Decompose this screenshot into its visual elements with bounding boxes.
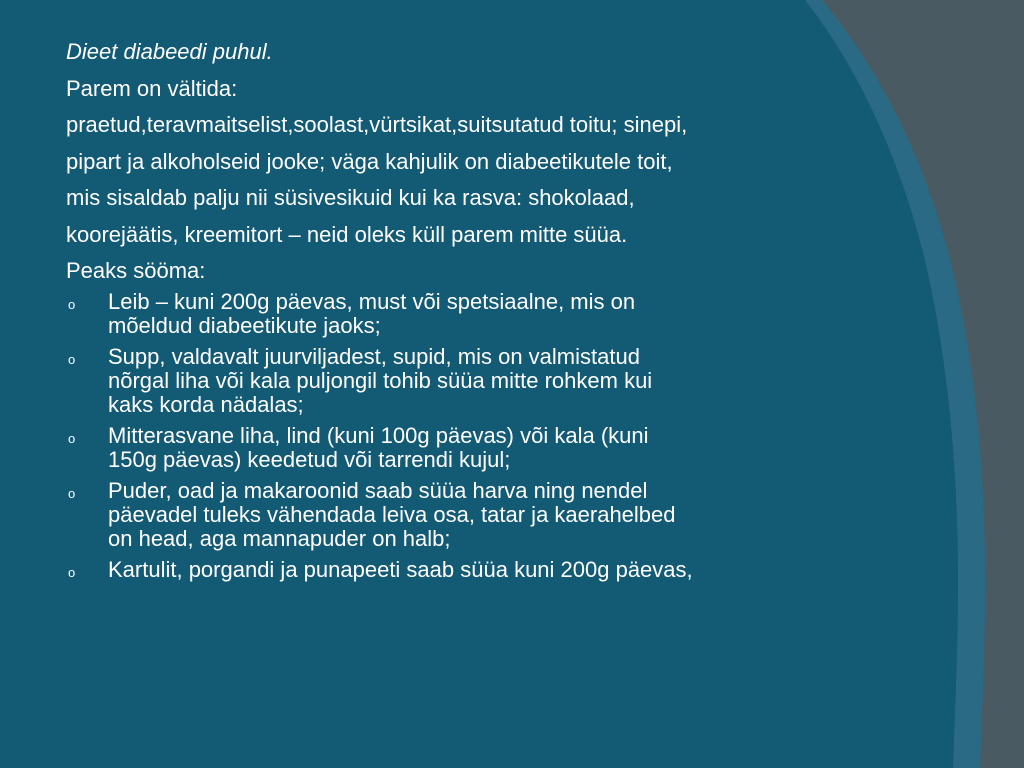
bullet-text: Supp, valdavalt juurviljadest, supid, mis on valmistatud nõrgal liha või kala puljongil tohib süüa mitte rohkem kui kaks korda nädalas; [108,343,653,417]
avoid-line: praetud,teravmaitselist,soolast,vürtsikat,suitsutatud toitu; sinepi, [66,112,688,137]
bullet-item [66,558,886,589]
bullet-text: Mitterasvane liha, lind (kuni 100g päevas) või kala (kuni 150g päevas) keedetud või tarrendi kujul; [108,422,649,472]
slide-heading: Dieet diabeedi puhul. [66,39,273,64]
bullet-list [66,290,886,589]
avoid-line: koorejäätis, kreemitort – neid oleks küll parem mitte süüa. [66,221,628,247]
circle-bullet-icon: o [68,564,76,580]
slide-content [66,34,886,589]
eat-intro: Peaks sööma: [66,258,206,283]
bullet-text: Leib – kuni 200g päevas, must või spetsiaalne, mis on mõeldud diabeetikute jaoks; [108,288,636,338]
avoid-line: pipart ja alkoholseid jooke; väga kahjulik on diabeetikutele toit, [66,148,673,174]
circle-bullet-icon: o [68,430,76,446]
bullet-text: Puder, oad ja makaroonid saab süüa harva ning nendel päevadel tuleks vähendada leiva osa, tatar ja kaerahelbed on head, aga mannapuder on halb; [108,477,676,551]
circle-bullet-icon: o [68,296,76,312]
circle-bullet-icon: o [68,351,76,367]
bullet-text: Kartulit, porgandi ja punapeeti saab süüa kuni 200g päevas, [108,556,693,582]
avoid-line: mis sisaldab palju nii süsivesikuid kui ka rasva: shokolaad, [66,185,635,210]
circle-bullet-icon: o [68,485,76,501]
bullet-item [66,479,886,558]
bullet-item [66,424,886,479]
bullet-item [66,290,886,345]
bullet-item [66,345,886,424]
avoid-paragraph [66,107,886,253]
avoid-intro: Parem on vältida: [66,75,238,101]
